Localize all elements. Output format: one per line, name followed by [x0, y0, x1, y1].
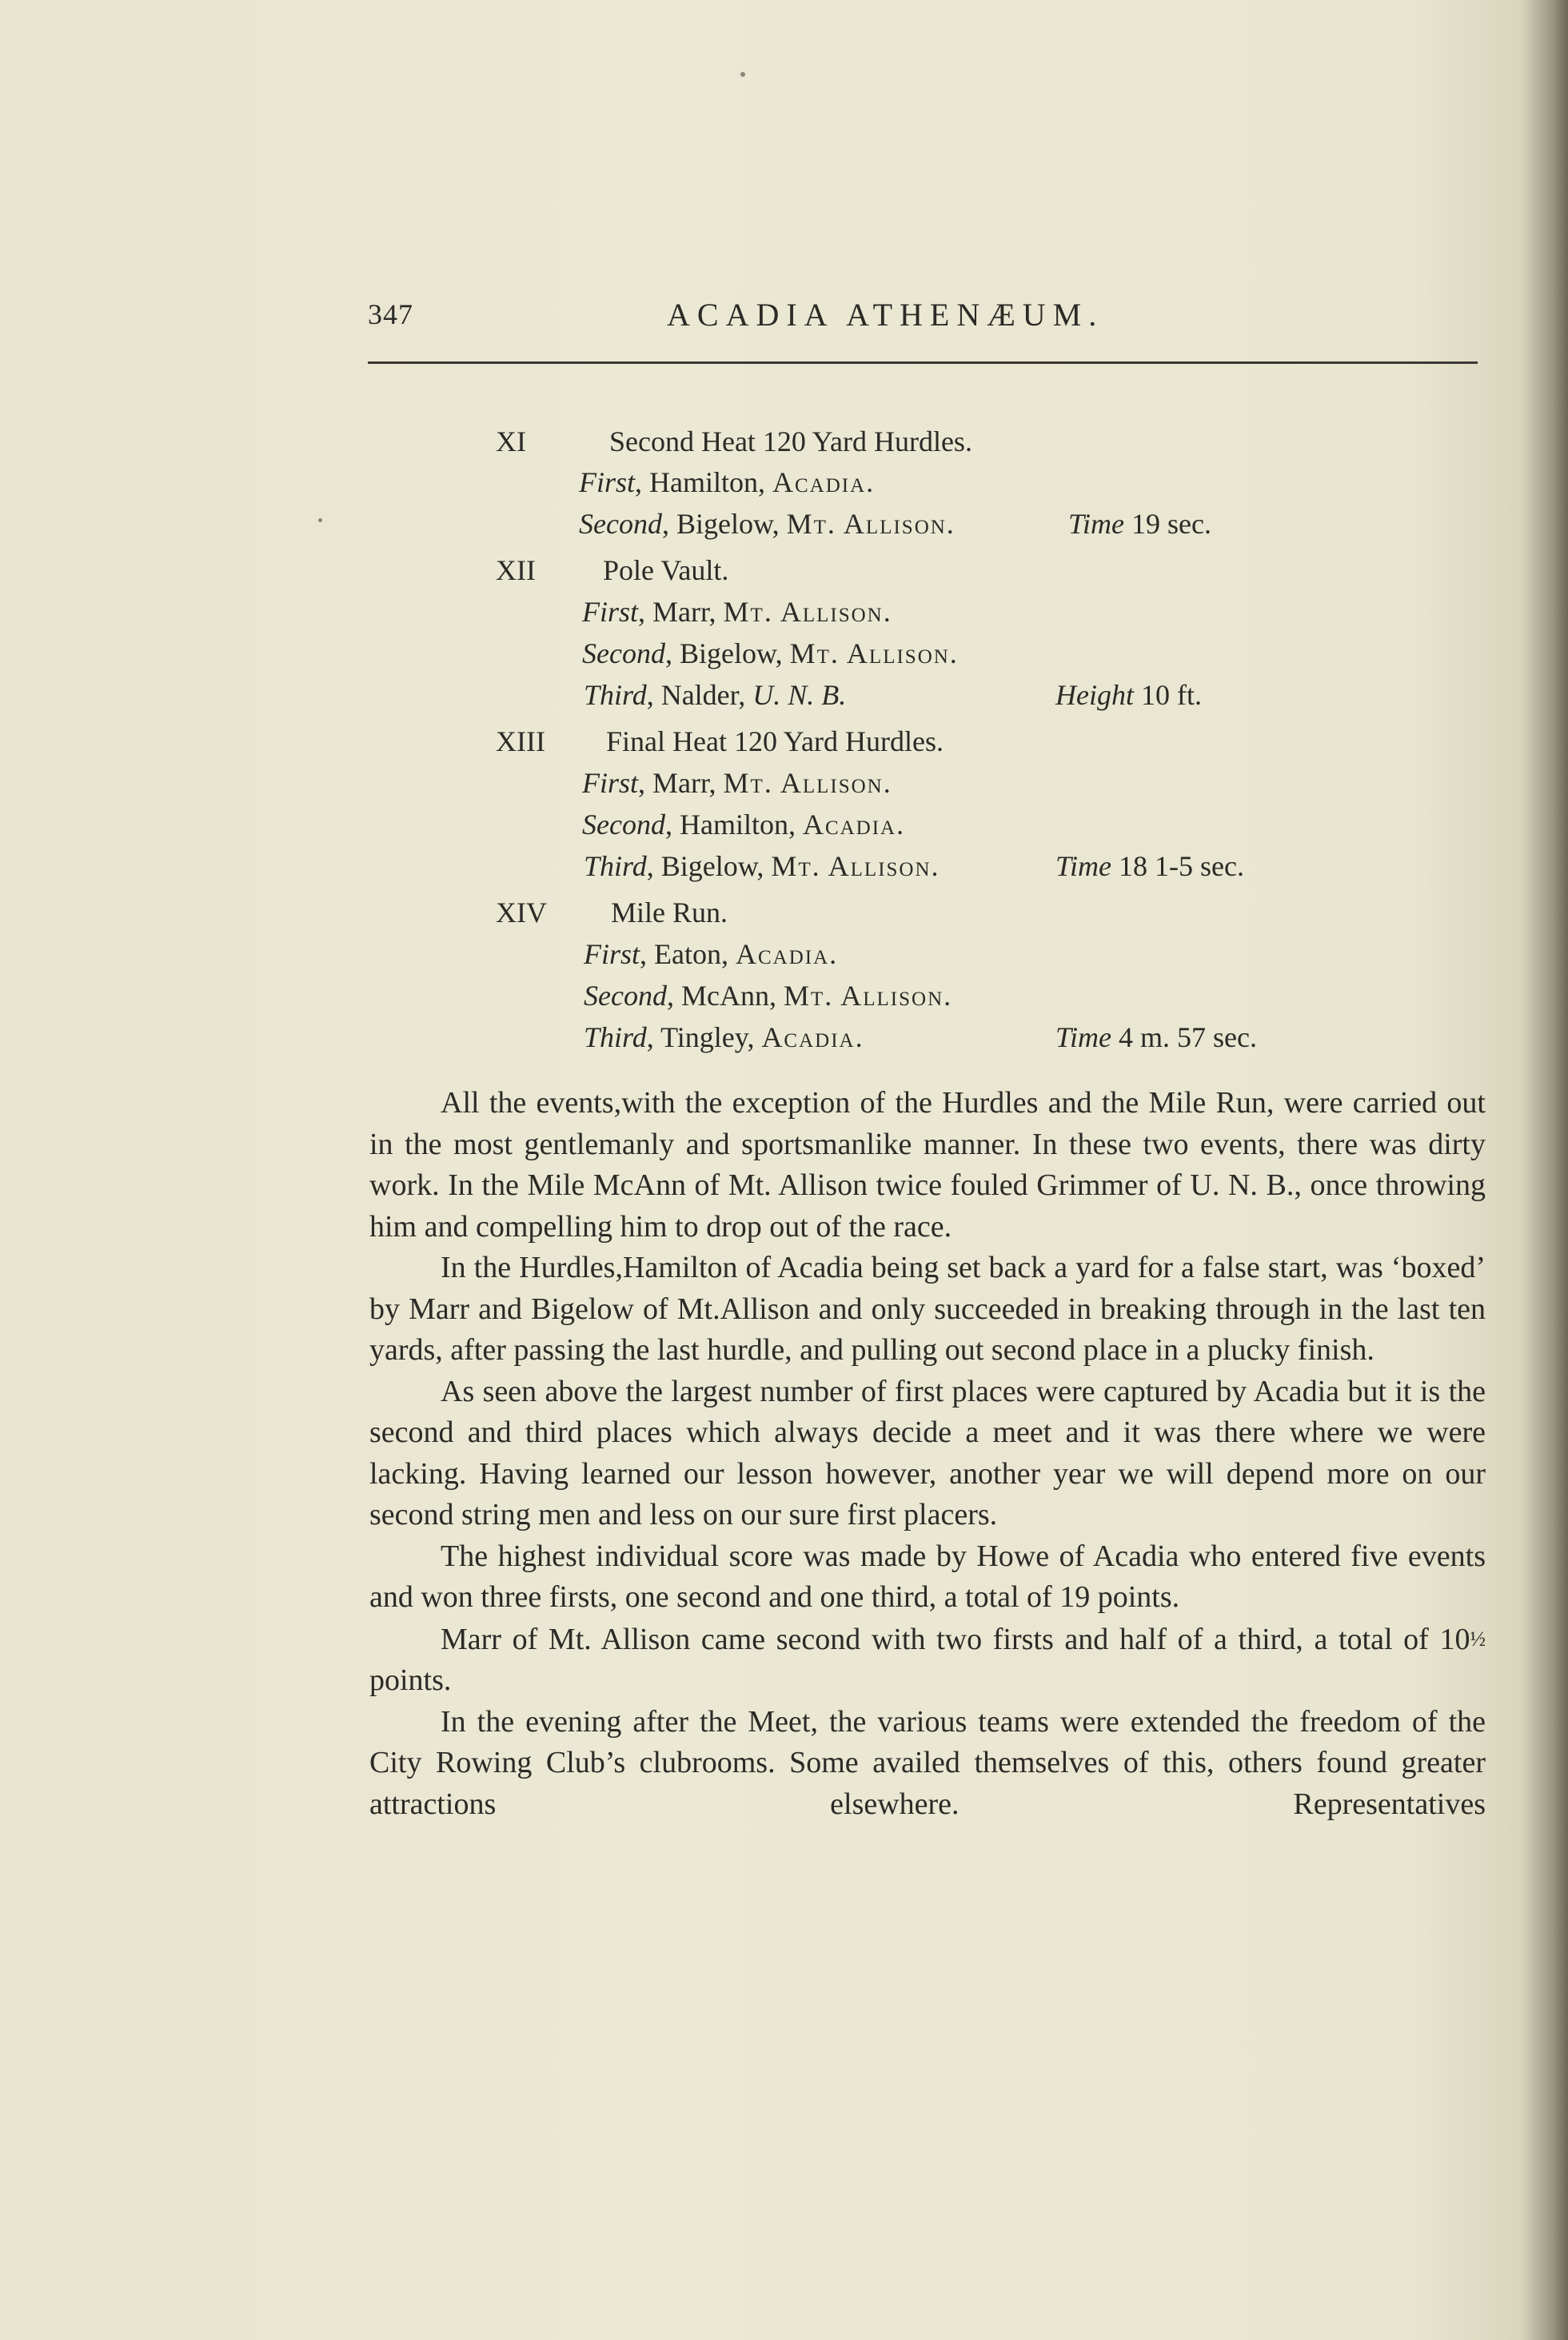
athlete-name: Bigelow: [679, 637, 776, 669]
event-heading: [496, 554, 536, 586]
result-line: First, Eaton, Acadia.: [584, 938, 839, 970]
result-line: Third, Nalder, U. N. B.: [584, 679, 847, 711]
college-name: Mt. Allison.: [786, 508, 956, 540]
result-label: Time: [1055, 1021, 1112, 1053]
event-title: [606, 725, 944, 757]
college-name: Acadia.: [736, 938, 839, 970]
college-name: Mt. Allison.: [789, 637, 959, 669]
place-label: First: [584, 938, 640, 970]
event-title-text: Mile Run.: [611, 896, 728, 928]
result-value: 4 m. 57 sec.: [1119, 1021, 1257, 1053]
athlete-name: Marr: [652, 767, 709, 799]
event-title-text: Pole Vault.: [603, 554, 729, 586]
college-name: Mt. Allison.: [723, 596, 892, 628]
event-numeral: XI: [496, 425, 526, 457]
paper-speck: [740, 72, 745, 77]
result-line: Third, Bigelow, Mt. Allison.: [584, 850, 940, 882]
header-rule: [368, 361, 1478, 364]
event-numeral: XIII: [496, 725, 545, 757]
paragraph: All the events,with the exception of the Hurdles and the Mile Run, were carried out in the most gentlemanly and sportsmanlike manner. In these two events, there was dirty work. In the Mile McAnn of Mt. Allison twice fouled Grimmer of U. N. B., once throwing him and compelling him to drop out of the race.: [369, 1086, 1486, 1244]
page-header: [368, 293, 1479, 341]
paragraph: In the Hurdles,Hamilton of Acadia being set back a yard for a false start, was ‘boxed’ by Marr and Bigelow of Mt.Allison and only succeeded in breaking through in the last ten yards, after passing the last hurdle, and pulling out second place in a plucky finish.: [369, 1251, 1486, 1367]
result-line: Second, McAnn, Mt. Allison.: [584, 980, 953, 1012]
college-name: Acadia.: [772, 466, 876, 498]
result-value: 18 1-5 sec.: [1119, 850, 1244, 882]
event-heading: [496, 725, 545, 757]
athlete-name: Marr: [652, 596, 709, 628]
place-label: Second: [579, 508, 662, 540]
athlete-name: Hamilton: [649, 466, 758, 498]
college-name: Acadia.: [802, 809, 906, 841]
paper-speck: [318, 518, 322, 522]
athlete-name: Nalder: [660, 679, 739, 711]
college-name: Mt. Allison.: [771, 850, 940, 882]
result-line: First, Marr, Mt. Allison.: [582, 767, 892, 799]
place-label: Second: [582, 637, 665, 669]
result-mark: [1055, 1021, 1257, 1053]
article-body: [369, 1083, 1486, 1825]
result-line: Second, Bigelow, Mt. Allison.: [579, 508, 956, 540]
paragraph: [369, 1619, 1486, 1702]
place-label: Second: [582, 809, 665, 841]
event-title: [609, 425, 972, 457]
event-title-text: Final Heat 120 Yard Hurdles.: [606, 725, 944, 757]
event-heading: [496, 896, 547, 928]
result-mark: [1055, 679, 1202, 711]
athlete-name: Eaton: [654, 938, 721, 970]
result-mark: [1055, 850, 1244, 882]
college-name: U. N. B.: [752, 679, 847, 711]
fraction: ½: [1470, 1627, 1486, 1651]
event-numeral: XII: [496, 554, 536, 586]
event-heading: [496, 425, 526, 457]
result-line: First, Hamilton, Acadia.: [579, 466, 876, 498]
place-label: Third: [584, 679, 647, 711]
event-title: [603, 554, 728, 586]
result-value: 10 ft.: [1140, 679, 1202, 711]
result-value: 19 sec.: [1131, 508, 1211, 540]
paragraph-text: Marr of Mt. Allison came second with two firsts and half of a third, a total of 10: [441, 1622, 1470, 1656]
event-numeral: XIV: [496, 896, 547, 928]
result-label: Time: [1068, 508, 1125, 540]
place-label: Third: [584, 850, 647, 882]
result-line: Second, Hamilton, Acadia.: [582, 809, 906, 841]
paragraph: The highest individual score was made by Howe of Acadia who entered five events and won three firsts, one second and one third, a total of 19 points.: [369, 1539, 1486, 1614]
athlete-name: Hamilton: [679, 809, 788, 841]
result-line: Third, Tingley, Acadia.: [584, 1021, 864, 1053]
athlete-name: Tingley: [660, 1021, 748, 1053]
place-label: First: [582, 767, 639, 799]
event-title: [611, 896, 728, 928]
athlete-name: McAnn: [680, 980, 769, 1012]
result-label: Time: [1055, 850, 1112, 882]
college-name: Mt. Allison.: [723, 767, 892, 799]
page-number: 347: [368, 298, 413, 330]
paragraph: As seen above the largest number of first places were captured by Acadia but it is the second and third places which always decide a meet and it was there where we were lacking. Having learned our lesson however, another year we will depend more on our second string men and less on our sure first placers.: [369, 1374, 1486, 1531]
paragraph: In the evening after the Meet, the various teams were extended the freedom of the City Rowing Club’s clubrooms. Some availed themselves of this, others found greater attractions elsewhere. Representatives: [369, 1704, 1486, 1821]
paragraph-suffix: points.: [369, 1663, 452, 1697]
place-label: First: [582, 596, 639, 628]
result-mark: [1068, 508, 1211, 540]
place-label: Third: [584, 1021, 647, 1053]
athlete-name: Bigelow: [676, 508, 772, 540]
event-title-text: Second Heat 120 Yard Hurdles.: [609, 425, 972, 457]
athlete-name: Bigelow: [660, 850, 757, 882]
college-name: Acadia.: [761, 1021, 864, 1053]
result-label: Height: [1055, 679, 1134, 711]
running-title: ACADIA ATHENÆUM.: [667, 297, 1104, 333]
result-line: First, Marr, Mt. Allison.: [582, 596, 892, 628]
college-name: Mt. Allison.: [783, 980, 953, 1012]
result-line: Second, Bigelow, Mt. Allison.: [582, 637, 959, 669]
place-label: First: [579, 466, 636, 498]
place-label: Second: [584, 980, 667, 1012]
